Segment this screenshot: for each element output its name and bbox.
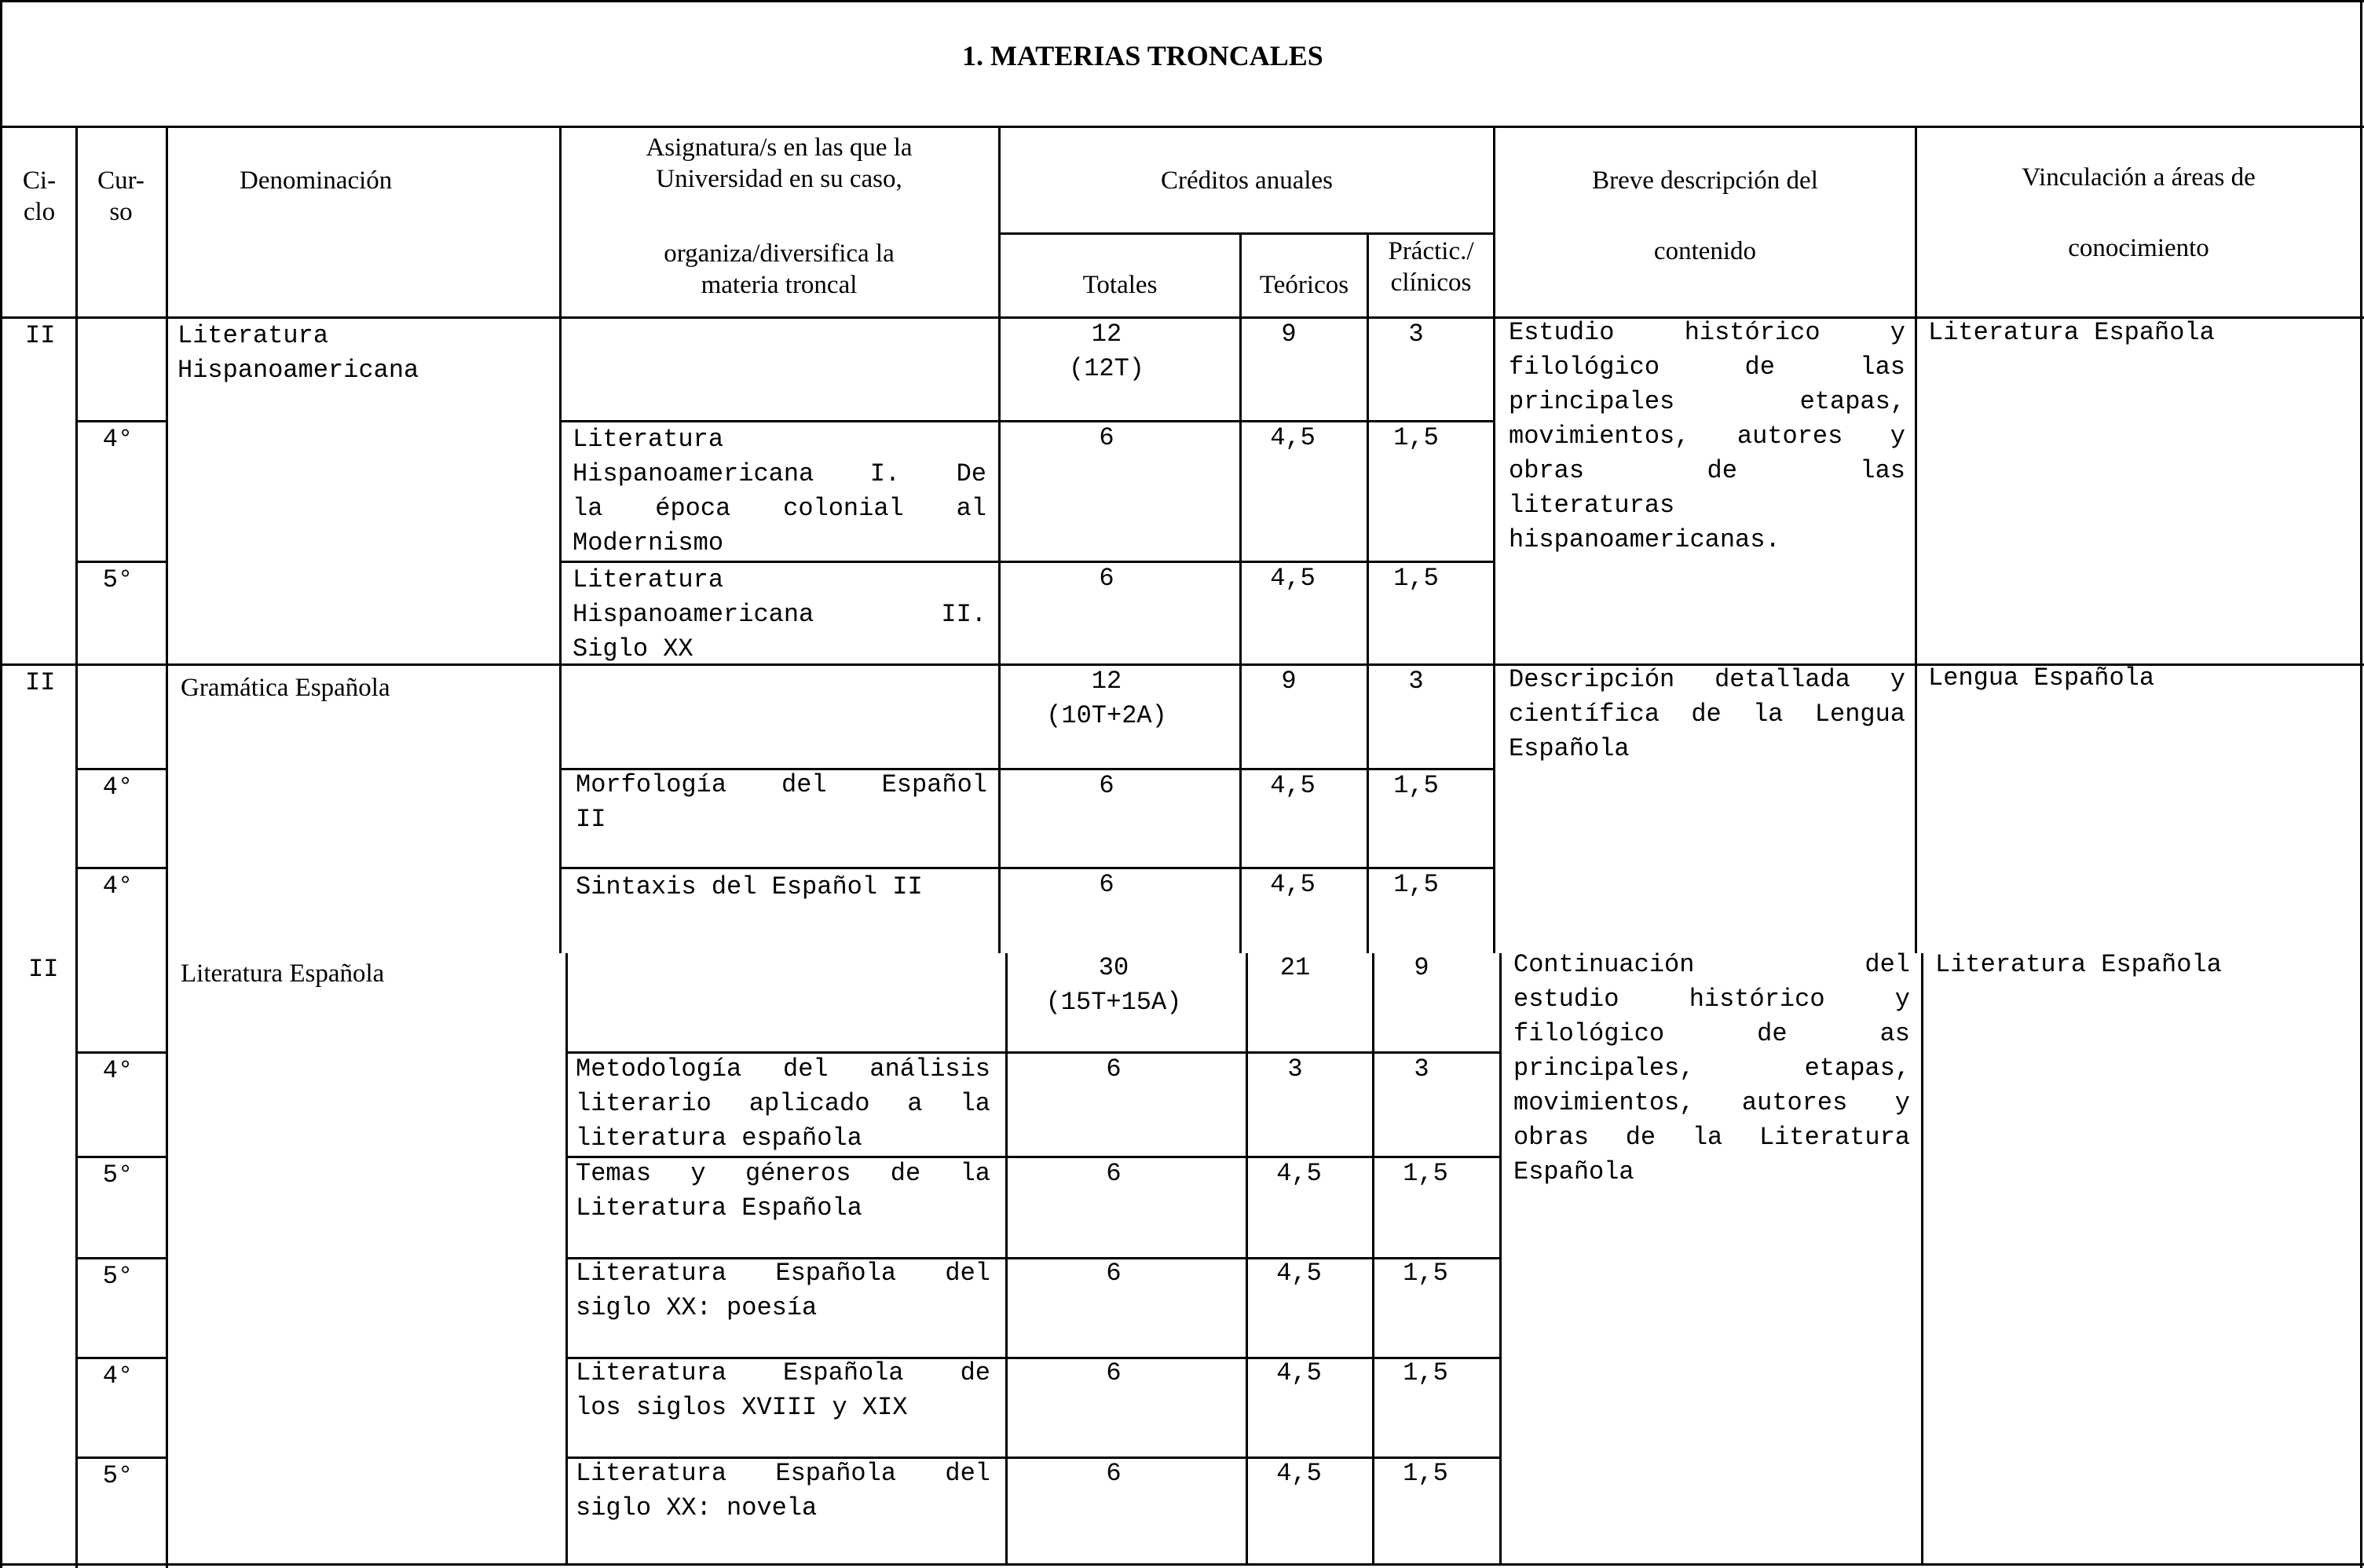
row3-sub2-asignatura: Temas y géneros de la Literatura Española [576,1159,990,1223]
row3-sub3-teoricos: 4,5 [1276,1259,1322,1288]
row3-denominacion: Literatura Española [181,959,385,988]
row3-sub2-totales: 6 [1106,1159,1122,1188]
row1-sub2-teoricos: 4,5 [1270,564,1316,593]
title-divider [0,126,2364,128]
header-curso: Cur- so [97,166,145,226]
row1-sub1-asignatura: Literatura Hispanoamericana I. De la época colonial al Modernismo [573,425,986,557]
table-border-top [0,0,2364,2]
row1-practicos: 3 [1408,320,1424,349]
row1-totales: 12 (12T) [1068,320,1144,383]
row2-sub1-teoricos: 4,5 [1270,771,1316,800]
row2-teoricos: 9 [1281,667,1297,696]
row3-sub4-totales: 6 [1106,1358,1122,1387]
row1-sub2-totales: 6 [1099,564,1114,593]
row2-sub2-totales: 6 [1099,870,1114,899]
col-divider-denominacion [166,126,168,1568]
row3-sub2-practicos: 1,5 [1403,1159,1448,1188]
row3-sub3-practicos: 1,5 [1403,1259,1448,1288]
table-title: 1. MATERIAS TRONCALES [962,40,1323,71]
row3-sub1-teoricos: 3 [1287,1054,1303,1084]
row3-sub5-teoricos: 4,5 [1276,1459,1322,1488]
row2-sub2-curso: 4° [102,872,134,901]
header-teoricos: Teóricos [1259,271,1349,299]
row3-sub3-totales: 6 [1106,1259,1122,1288]
row1-sub1-totales: 6 [1099,423,1114,452]
row2-sub2-asignatura: Sintaxis del Español II [576,872,923,901]
header-ciclo: Ci- clo [22,166,57,226]
row3-sub5-asignatura: Literatura Española del siglo XX: novela [576,1459,990,1522]
row3-sub5-curso: 5° [102,1461,134,1490]
col-divider-totales [998,126,1001,953]
row2-totales: 12 (10T+2A) [1046,667,1167,730]
row2-sub1-totales: 6 [1099,771,1114,800]
row3-sub2-curso: 5° [102,1160,134,1190]
row1-sub2-practicos: 1,5 [1393,564,1439,593]
row1-sub1-teoricos: 4,5 [1270,423,1316,452]
row2-ciclo: II [25,668,56,697]
header-totales: Totales [1082,271,1158,299]
col-divider-descripcion-lower [1499,953,1502,1563]
header-asignaturas: Asignatura/s en las que la Universidad en su caso, [646,133,913,193]
row2-vinculacion: Lengua Española [1928,663,2155,693]
row1-sub1-curso: 4° [102,425,134,454]
row1-ciclo: II [25,321,56,350]
row2-sub1-curso: 4° [102,773,134,802]
row1-denominacion: Literatura Hispanoamericana [177,321,419,385]
row1-sub1-practicos: 1,5 [1393,423,1439,452]
row2-sub2-teoricos: 4,5 [1270,870,1316,899]
creditos-subheader-divider [998,232,1495,235]
row3-teoricos: 21 [1279,953,1311,982]
row3-ciclo: II [28,955,59,984]
table-border-right [2360,0,2362,1568]
header-vinculacion: Vinculación a áreas de conocimiento [2022,163,2256,262]
row3-sub4-asignatura: Literatura Española de los siglos XVIII y XIX [576,1358,990,1422]
col-divider-vinculacion-lower [1921,953,1923,1563]
row3-sub1-asignatura: Metodología del análisis literario aplicado a la literatura española [576,1054,990,1153]
row2-denominacion: Gramática Española [181,674,390,702]
row3-descripcion: Continuación del estudio histórico y filológico de as principales, etapas, movimientos, autores y obras de la Literatura Española [1513,950,1910,1186]
row1-sub2-asignatura: Literatura Hispanoamericana II. Siglo XX [573,565,986,663]
row2-sub2-practicos: 1,5 [1393,870,1439,899]
header-descripcion: Breve descripción del contenido [1592,166,1818,265]
col-divider-curso [75,126,78,1568]
header-asignaturas-bottom: organiza/diversifica la materia troncal [664,239,895,299]
row3-sub3-curso: 5° [102,1262,134,1291]
header-denominacion: Denominación [240,166,393,195]
row1-descripcion: Estudio histórico y filológico de las principales etapas, movimientos, autores y obras de las literaturas hispanoamericanas. [1509,318,1905,554]
row1-sub2-curso: 5° [102,565,134,594]
row3-sub1-curso: 4° [102,1056,134,1085]
row3-sub2-teoricos: 4,5 [1276,1159,1322,1188]
row3-sub5-practicos: 1,5 [1403,1459,1448,1488]
header-creditos: Créditos anuales [1160,166,1334,195]
row2-sub1-asignatura: Morfología del Español II [576,770,987,834]
row1-vinculacion: Literatura Española [1928,318,2215,347]
table-border-bottom [0,1563,2364,1566]
row3-practicos: 9 [1414,953,1429,982]
table-border-left [0,0,2,1568]
row3-totales: 30 (15T+15A) [1045,953,1182,1017]
row3-sub4-curso: 4° [102,1361,134,1391]
row2-practicos: 3 [1408,667,1424,696]
row3-sub5-totales: 6 [1106,1459,1122,1488]
row3-sub1-practicos: 3 [1414,1054,1429,1084]
row3-sub1-totales: 6 [1106,1054,1122,1084]
row2-sub1-practicos: 1,5 [1393,771,1439,800]
row3-sub4-teoricos: 4,5 [1276,1358,1322,1387]
header-practicos: Práctic./ clínicos [1388,237,1474,297]
row3-sub3-asignatura: Literatura Española del siglo XX: poesía [576,1259,990,1322]
row1-teoricos: 9 [1281,320,1297,349]
row2-descripcion: Descripción detallada y científica de la Lengua Española [1509,665,1905,763]
row3-sub4-practicos: 1,5 [1403,1358,1448,1387]
row3-vinculacion: Literatura Española [1935,950,2222,979]
